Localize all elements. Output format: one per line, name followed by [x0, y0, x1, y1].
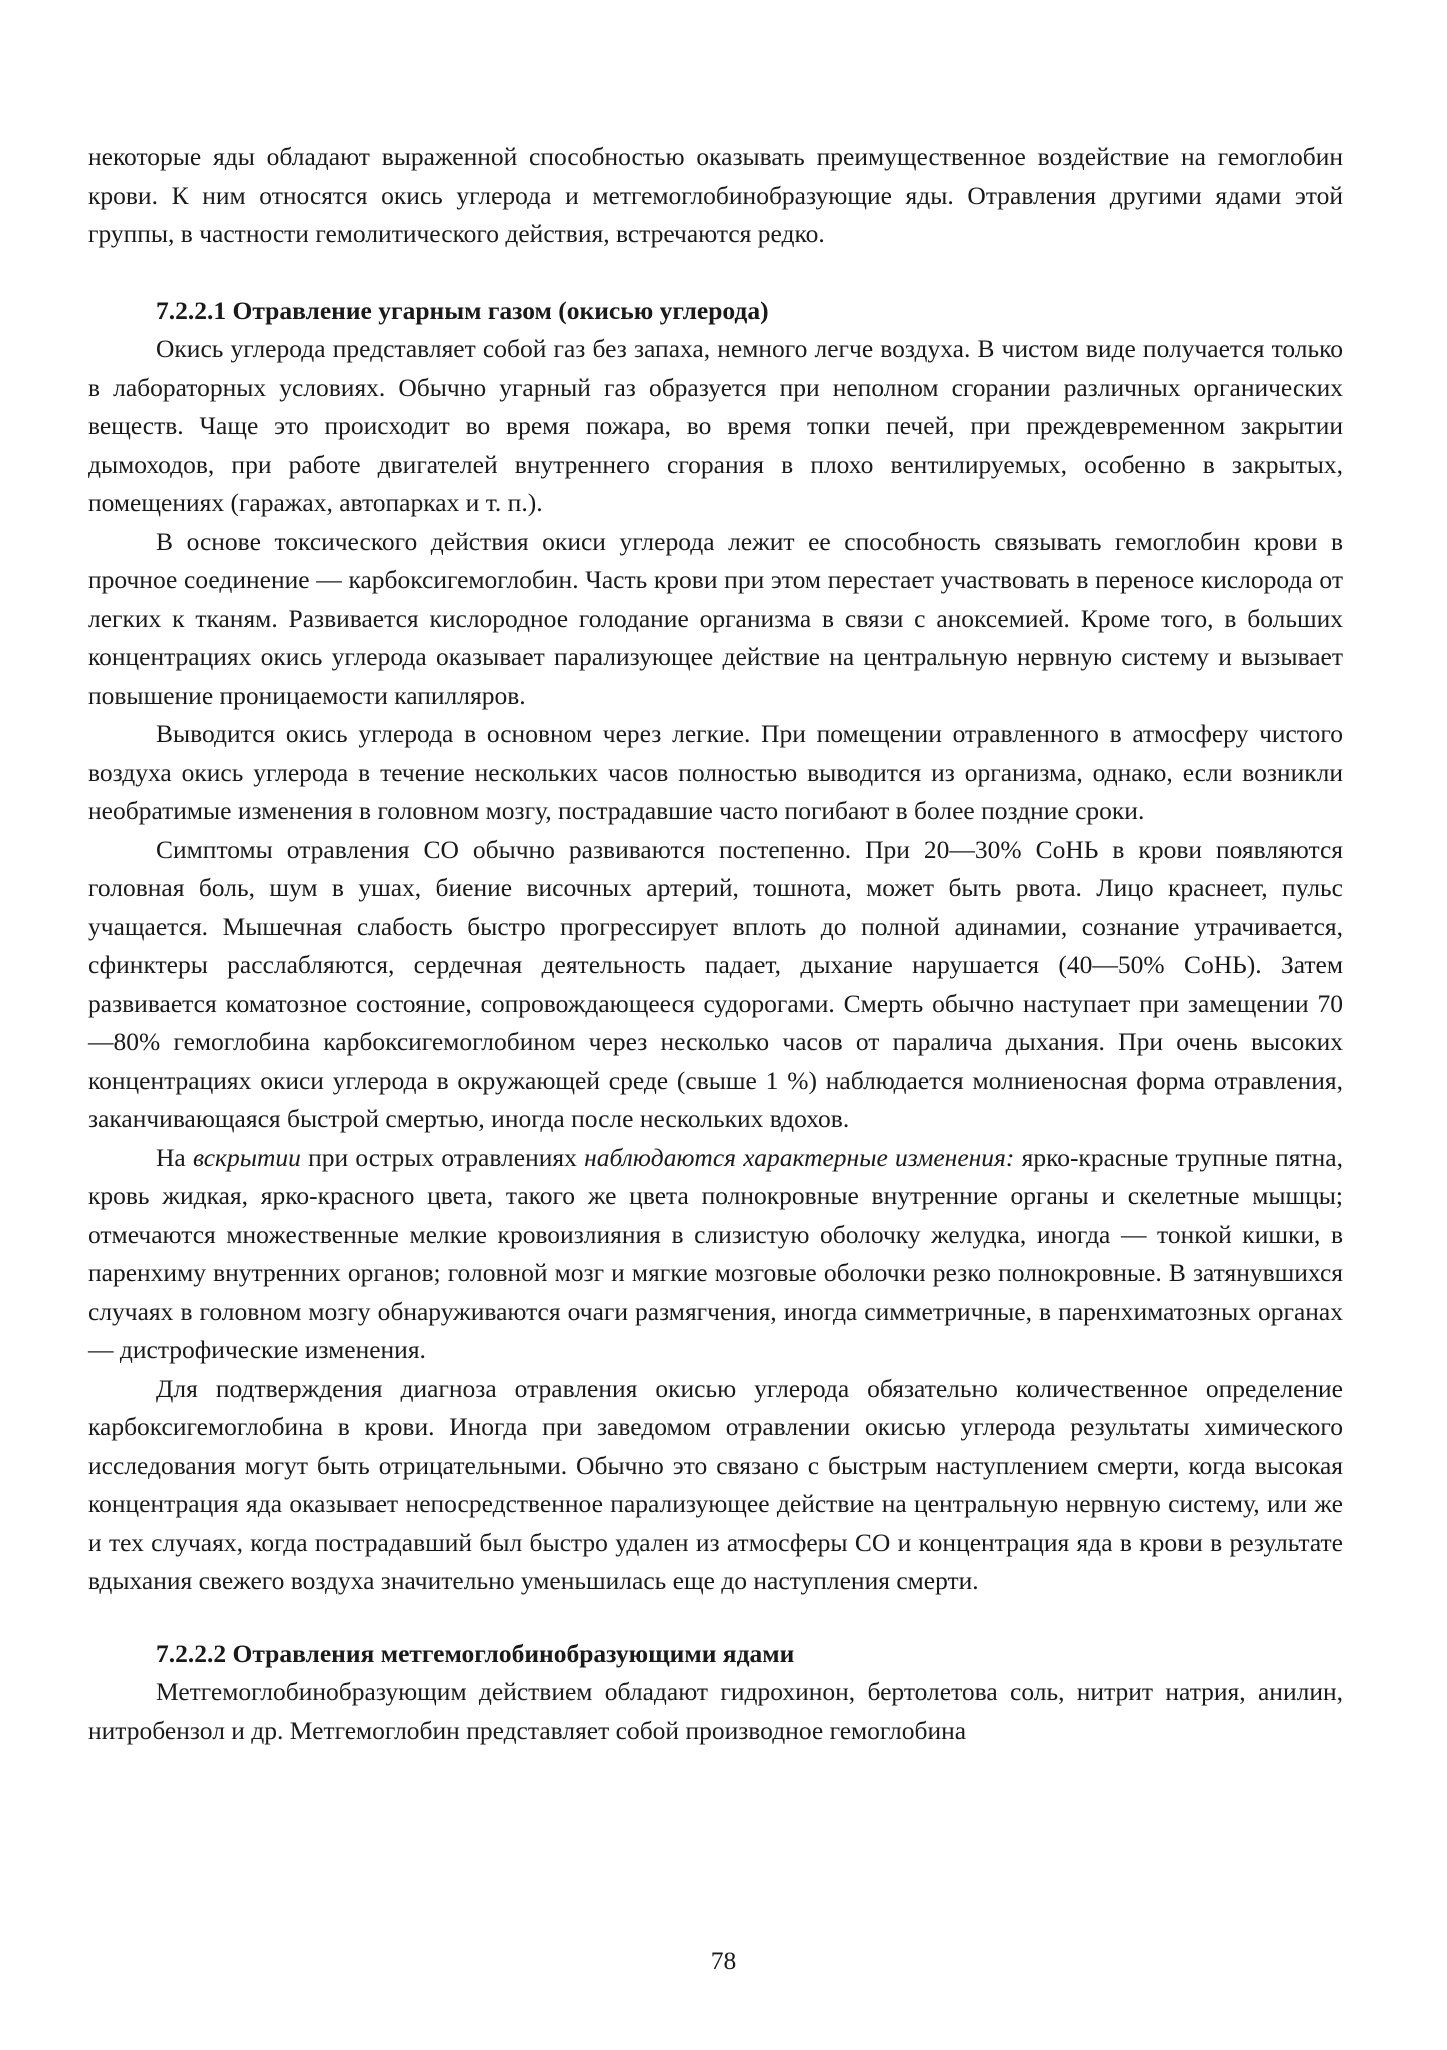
autopsy-emphasis-1: вскрытии: [192, 1142, 301, 1172]
paragraph-co-autopsy: [88, 1139, 1343, 1370]
section-gap: [88, 254, 1343, 292]
autopsy-text-mid: при острых отравлениях: [300, 1142, 585, 1172]
section-gap: [88, 1601, 1343, 1635]
page-number: 78: [710, 1946, 737, 1975]
autopsy-emphasis-2: наблюдаются характерные изменения:: [584, 1142, 1015, 1172]
paragraph-co-toxic-action: В основе токсического действия окиси углерода лежит ее способность связывать гемоглобин крови в прочное соединение — карбоксигемоглобин. Часть крови при этом перестает участвовать в переносе кислорода от легких к тканям. Развивается кислородное голодание организма в связи с аноксемией. Кроме того, в больших концентрациях окись углерода оказывает парализующее действие на центральную нервную систему и вызывает повышение проницаемости капилляров.: [88, 526, 1343, 710]
paragraph-co-diagnosis: Для подтверждения диагноза отравления окисью углерода обязательно количественное определение карбоксигемоглобина в крови. Иногда при заведомом отравлении окисью углерода результаты химического исследования могут быть отрицательными. Обычно это связано с быстрым наступлением смерти, когда высокая концентрация яда оказывает непосредственное парализующее действие на центральную нервную систему, или же и тех случаях, когда пострадавший был быстро удален из атмосферы СО и концентрация яда в крови в результате вдыхания свежего воздуха значительно уменьшилась еще до наступления смерти.: [88, 1373, 1343, 1595]
paragraph-co-elimination: Выводится окись углерода в основном через легкие. При помещении отравленного в атмосферу чистого воздуха окись углерода в течение нескольких часов полностью выводится из организма, однако, если возникли необратимые изменения в головном мозгу, пострадавшие часто погибают в более поздние сроки.: [88, 719, 1343, 825]
autopsy-text-rest: ярко-красные трупные пятна, кровь жидкая, ярко-красного цвета, такого же цвета полнокровные внутренние органы и скелетные мышцы; отмечаются множественные мелкие кровоизлияния в слизистую оболочку желудка, иногда — тонкой кишки, в паренхиму внутренних органов; головной мозг и мягкие мозговые оболочки резко полнокровные. В затянувшихся случаях в головном мозгу обнаруживаются очаги размягчения, иногда симметричные, в паренхиматозных органах — дистрофические изменения.: [88, 1142, 1343, 1364]
document-page: [88, 138, 1343, 1750]
section-heading-methemoglobin: 7.2.2.2 Отравления метгемоглобинобразующими ядами: [156, 1638, 795, 1668]
section-heading-carbon-monoxide: 7.2.2.1 Отравление угарным газом (окисью углерода): [156, 295, 769, 325]
paragraph-methemoglobin: Метгемоглобинобразующим действием обладают гидрохинон, бертолетова соль, нитрит натрия, анилин, нитробензол и др. Метгемоглобин представляет собой производное гемоглобина: [88, 1677, 1343, 1745]
paragraph-co-symptoms: Симптомы отравления СО обычно развиваются постепенно. При 20—30% СоНЬ в крови появляются головная боль, шум в ушах, биение височных артерий, тошнота, может быть рвота. Лицо краснеет, пульс учащается. Мышечная слабость быстро прогрессирует вплоть до полной адинамии, сознание утрачивается, сфинктеры расслабляются, сердечная деятельность падает, дыхание нарушается (40—50% СоНЬ). Затем развивается коматозное состояние, сопровождающееся судорогами. Смерть обычно наступает при замещении 70—80% гемоглобина карбоксигемоглобином через несколько часов от паралича дыхания. При очень высоких концентрациях окиси углерода в окружающей среде (свыше 1 %) наблюдается молниеносная форма отравления, заканчивающаяся быстрой смертью, иногда после нескольких вдохов.: [88, 834, 1343, 1133]
intro-paragraph: некоторые яды обладают выраженной способностью оказывать преимущественное воздействие на гемоглобин крови. К ним относятся окись углерода и метгемоглобинобразующие яды. Отравления другими ядами этой группы, в частности гемолитического действия, встречаются редко.: [88, 142, 1343, 248]
paragraph-co-properties: Окись углерода представляет собой газ без запаха, немного легче воздуха. В чистом виде получается только в лабораторных условиях. Обычно угарный газ образуется при неполном сгорании различных органических веществ. Чаще это происходит во время пожара, во время топки печей, при преждевременном закрытии дымоходов, при работе двигателей внутреннего сгорания в плохо вентилируемых, особенно в закрытых, помещениях (гаражах, автопарках и т. п.).: [88, 334, 1343, 517]
autopsy-text-start: На: [156, 1142, 193, 1172]
